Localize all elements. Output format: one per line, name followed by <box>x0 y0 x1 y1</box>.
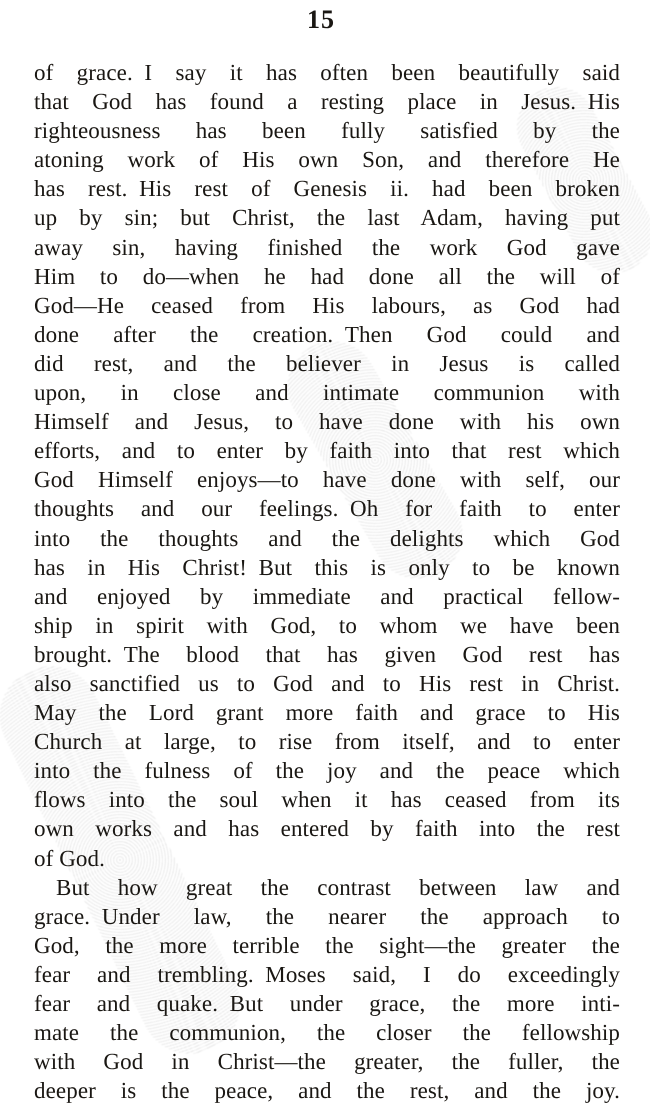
text-line: has in His Christ! But this is only to be known <box>34 554 620 580</box>
text-line: of God. <box>34 845 105 871</box>
text-line: done after the creation. Then God could and <box>34 321 620 347</box>
text-line: of grace. I say it has often been beautifully said <box>34 60 620 85</box>
text-line: righteousness has been fully satisfied by the <box>34 118 620 144</box>
text-line: God Himself enjoys—to have done with self, our <box>34 467 620 493</box>
paragraph <box>34 873 620 1106</box>
text-line: flows into the soul when it has ceased from its <box>34 787 620 813</box>
text-line: mate the communion, the closer the fellowship <box>34 1020 620 1046</box>
text-line: deeper is the peace, and the rest, and the joy. <box>34 1078 620 1104</box>
text-line: into the fulness of the joy and the peace which <box>34 758 620 784</box>
page-number: 15 <box>307 5 335 34</box>
text-line: fear and quake. But under grace, the more inti- <box>34 991 620 1016</box>
text-line: Himself and Jesus, to have done with his own <box>34 409 620 435</box>
text-line: May the Lord grant more faith and grace to His <box>34 700 620 726</box>
text-line: brought. The blood that has given God rest has <box>34 641 620 667</box>
page-body <box>34 58 620 1105</box>
text-line: efforts, and to enter by faith into that rest which <box>34 438 620 464</box>
text-line: ship in spirit with God, to whom we have been <box>34 612 620 638</box>
text-line: away sin, having finished the work God gave <box>34 234 620 260</box>
text-line: thoughts and our feelings. Oh for faith to enter <box>34 496 620 522</box>
text-line: with God in Christ—the greater, the fuller, the <box>34 1049 620 1075</box>
text-line: that God has found a resting place in Jesus. His <box>34 89 620 115</box>
text-line: up by sin; but Christ, the last Adam, having put <box>34 205 620 231</box>
text-line: God, the more terrible the sight—the greater the <box>34 932 620 958</box>
text-line: own works and has entered by faith into the rest <box>34 816 620 842</box>
text-line: upon, in close and intimate communion with <box>34 380 620 406</box>
text-line: Him to do—when he had done all the will of <box>34 263 620 289</box>
text-line: also sanctified us to God and to His rest in Christ. <box>34 670 620 696</box>
text-line: into the thoughts and the delights which God <box>34 525 620 551</box>
paragraph <box>34 58 620 873</box>
text-line: atoning work of His own Son, and therefore He <box>34 147 620 173</box>
text-line: has rest. His rest of Genesis ii. had been broken <box>34 176 620 202</box>
text-line: Church at large, to rise from itself, and to enter <box>34 729 620 755</box>
text-line: and enjoyed by immediate and practical fellow- <box>34 583 620 609</box>
text-line: God—He ceased from His labours, as God had <box>34 292 620 318</box>
text-line: But how great the contrast between law and <box>56 874 620 900</box>
text-line: grace. Under law, the nearer the approach to <box>34 903 620 929</box>
text-line: fear and trembling. Moses said, I do exceedingly <box>34 961 620 987</box>
text-line: did rest, and the believer in Jesus is called <box>34 350 620 376</box>
